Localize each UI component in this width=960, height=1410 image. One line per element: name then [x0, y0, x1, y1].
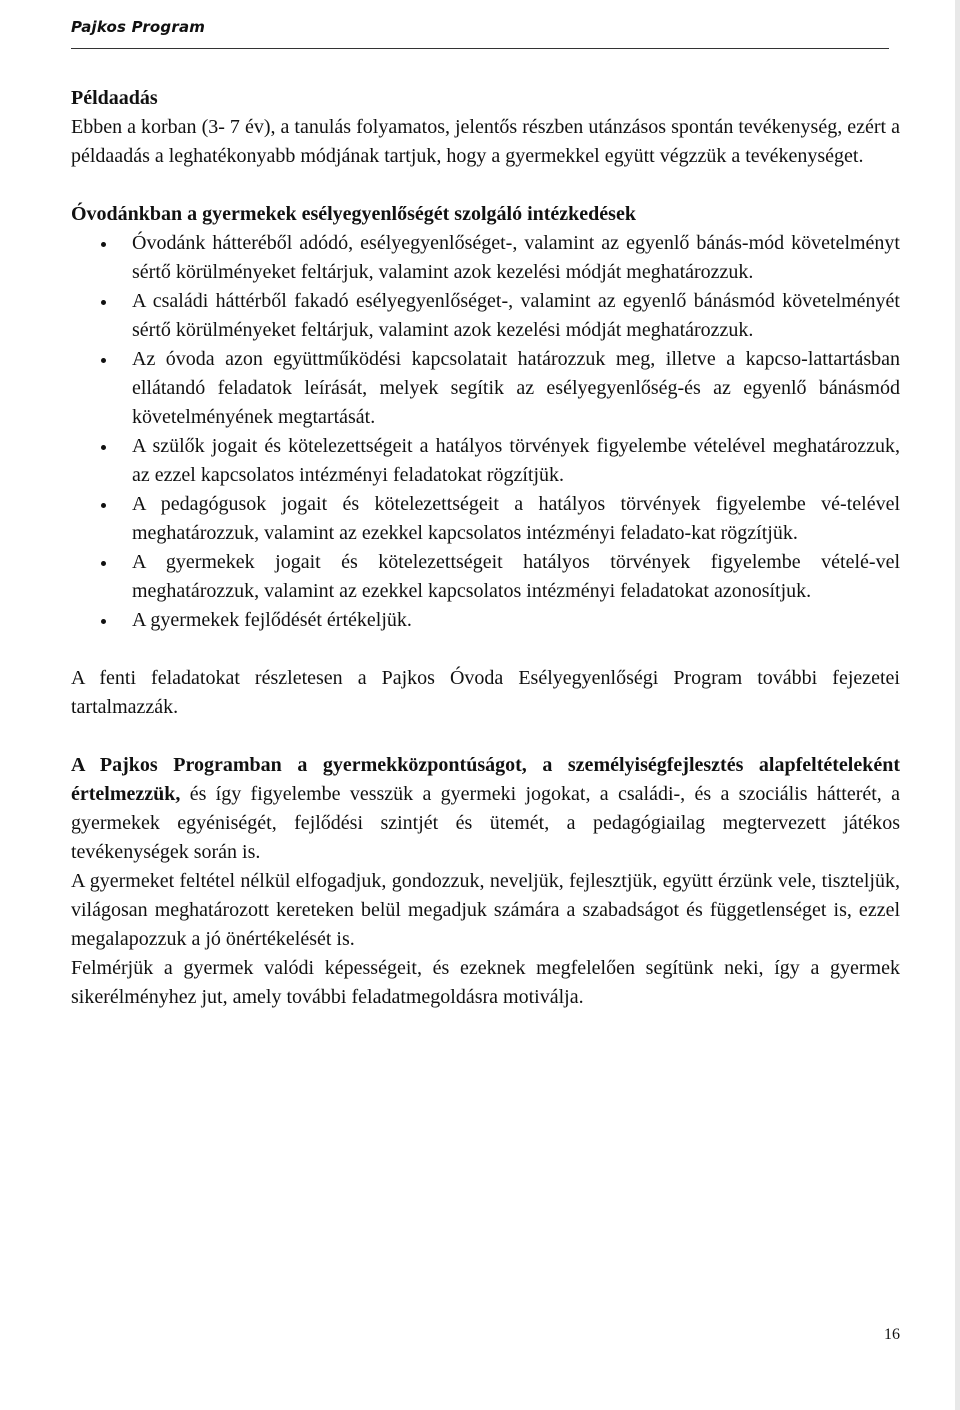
paragraph-peldaadas: Ebben a korban (3- 7 év), a tanulás folyamatos, jelentős részben utánzásos spontán tevékenység, ezért a példaadás a leghatékonyabb módjának tartjuk, hogy a gyermekkel együtt végzzük a tevékenységet. [71, 116, 900, 167]
paragraph-program [71, 751, 900, 867]
page-number: 16 [884, 1326, 900, 1343]
paragraph-acceptance: A gyermeket feltétel nélkül elfogadjuk, gondozzuk, neveljük, fejlesztjük, együtt érzünk vele, tiszteljük, világosan meghatározott kereteken belül megadjuk számára a szabadságot és függetlenséget is, ezzel megalapozzuk a jó önértékelését is. [71, 870, 900, 950]
list-item: Az óvoda azon együttműködési kapcsolatait határozzuk meg, illetve a kapcso-lattartásban ellátandó feladatok leírását, melyek segítik az esélyegyenlőség-és az egyenlő bánásmód követelményének megtartását. [71, 345, 900, 432]
header-title: Pajkos Program [71, 18, 206, 36]
list-item: A családi háttérből fakadó esélyegyenlőséget-, valamint az egyenlő bánásmód követelményét sértő körülményeket feltárjuk, valamint azok kezelési módját meghatározzuk. [71, 287, 900, 345]
section-heading-peldaadas: Példaadás [71, 87, 158, 109]
bold-lead: A Pajkos Programban a gyermekközpontúságot, a személyiségfejlesztés alapfeltételeként értelmezzük, [71, 754, 900, 805]
list-item: A pedagógusok jogait és kötelezettségeit a hatályos törvények figyelembe vé-telével meghatározzuk, valamint az ezekkel kapcsolatos intézményi feladato-kat rögzítjük. [71, 490, 900, 548]
measures-list [71, 229, 900, 635]
list-item: A gyermekek jogait és kötelezettségeit hatályos törvények figyelembe vételé-vel meghatározzuk, valamint az ezekkel kapcsolatos intézményi feladatokat azonosítjuk. [71, 548, 900, 606]
list-item: Óvodánk hátteréből adódó, esélyegyenlőséget-, valamint az egyenlő bánás-mód követelményt sértő körülményeket feltárjuk, valamint azok kezelési módját meghatározzuk. [71, 229, 900, 287]
program-text: és így figyelembe vesszük a gyermeki jogokat, a családi-, és a szociális hátterét, a gyermekek egyéniségét, fejlődési szintjét és ütemét, a pedagógiailag megtervezett játékos tevékenységek során is. [71, 783, 900, 863]
list-item: A szülők jogait és kötelezettségeit a hatályos törvények figyelembe vételével meghatározzuk, az ezzel kapcsolatos intézményi feladatokat rögzítjük. [71, 432, 900, 490]
document-body [71, 84, 900, 1012]
paragraph-closing: A fenti feladatokat részletesen a Pajkos Óvoda Esélyegyenlőségi Program további fejezetei tartalmazzák. [71, 667, 900, 718]
section-heading-eselyegyenloseg: Óvodánkban a gyermekek esélyegyenlőségét szolgáló intézkedések [71, 203, 636, 225]
paragraph-abilities: Felmérjük a gyermek valódi képességeit, és ezeknek megfelelően segítünk neki, így a gyermek sikerélményhez jut, amely további feladatmegoldásra motiválja. [71, 957, 900, 1008]
scrollbar-track [955, 0, 960, 1410]
list-item: A gyermekek fejlődését értékeljük. [71, 606, 900, 635]
header-divider [71, 48, 889, 49]
